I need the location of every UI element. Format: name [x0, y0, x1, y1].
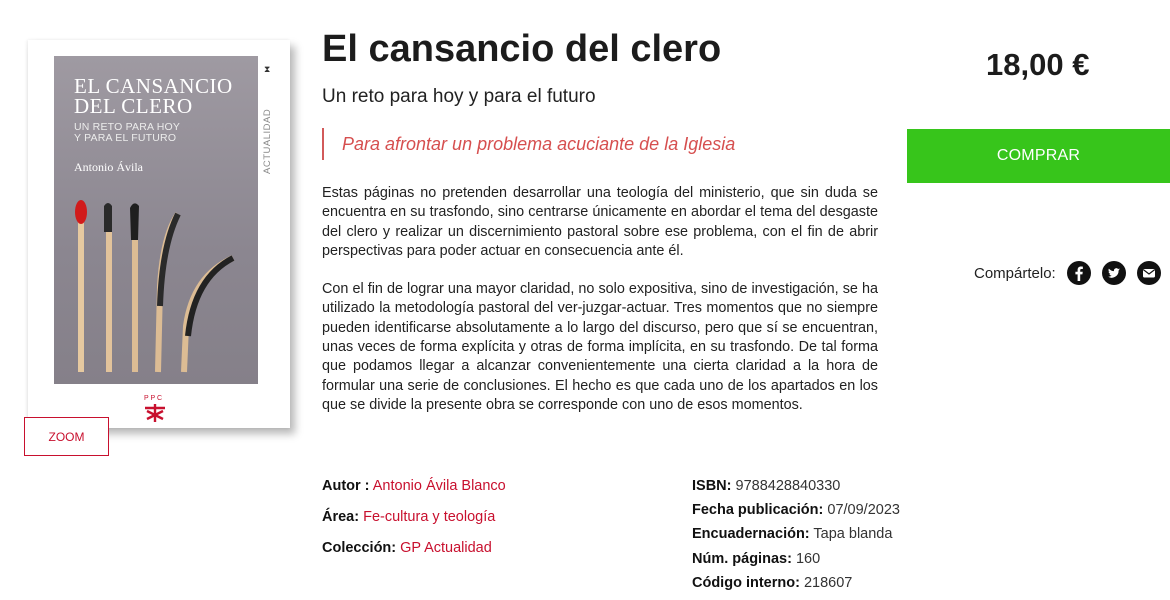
meta-label: Colección: — [322, 540, 397, 556]
meta-label: Núm. páginas: — [692, 550, 792, 567]
meta-pages — [692, 549, 952, 573]
tagline — [322, 128, 735, 160]
cover-author: Antonio Ávila — [74, 160, 143, 174]
description-paragraph: Estas páginas no pretenden desarrollar una teología del ministerio, que sin duda se encuentra en su trasfondo, sino centrarse únicamente en abordar el tema del desgaste del clero y realizar un discernimiento pastoral sobre ese problema, con el fin de abrir perspectivas para poder actuar en consecuencia ante él. — [322, 185, 878, 259]
collection-link[interactable]: GP Actualidad — [400, 540, 492, 556]
book-cover[interactable] — [28, 40, 290, 428]
zoom-button[interactable]: ZOOM — [24, 417, 109, 456]
meta-left — [322, 476, 662, 569]
meta-value: 07/09/2023 — [827, 502, 900, 519]
meta-internal-code — [692, 573, 952, 597]
cover-image — [54, 56, 258, 384]
meta-binding — [692, 524, 952, 548]
series-icon: ⧗ — [264, 64, 271, 74]
meta-label: Autor : — [322, 478, 370, 494]
cover-subtitle: UN RETO PARA HOY Y PARA EL FUTURO — [74, 121, 181, 144]
publisher-logo — [140, 392, 170, 424]
meta-label: Fecha publicación: — [692, 502, 824, 519]
meta-author — [322, 476, 662, 507]
meta-label: Encuadernación: — [692, 526, 810, 543]
share-bar — [974, 261, 1170, 285]
twitter-icon[interactable] — [1102, 261, 1126, 285]
page-title: El cansancio del clero — [322, 28, 722, 70]
meta-label: ISBN: — [692, 478, 732, 494]
meta-value: Tapa blanda — [813, 526, 893, 543]
tagline-text: Para afrontar un problema acuciante de la Iglesia — [342, 133, 736, 154]
cover-title: EL CANSANCIO DEL CLERO — [74, 74, 233, 118]
share-label: Compártelo: — [974, 264, 1056, 282]
book-subtitle: Un reto para hoy y para el futuro — [322, 86, 596, 107]
meta-value: 9788428840330 — [735, 478, 841, 494]
svg-text:P P C: P P C — [144, 395, 163, 402]
area-link[interactable]: Fe-cultura y teología — [363, 509, 496, 525]
author-link[interactable]: Antonio Ávila Blanco — [372, 478, 506, 494]
meta-isbn — [692, 476, 952, 500]
description-paragraph: Con el fin de lograr una mayor claridad, no solo expositiva, sino de investigación, se ha utilizado la metodología pastoral del ver-juzgar-actuar. Tres momentos que no siempre pueden identificarse absolutamente a lo largo del discurso, pero que sí se encuentran, unas veces de forma explícita y otras de forma implícita, en su trasfondo. De tal forma que podamos llegar a alcanzar convenientemente una cierta claridad a la hora de formular una serie de conclusiones. El hecho es que cada uno de los apartados en los que se divide la presente obra se corresponde con uno de esos momentos. — [322, 281, 878, 413]
facebook-icon[interactable] — [1067, 261, 1091, 285]
meta-right — [692, 476, 952, 597]
cover-series — [260, 64, 280, 194]
email-icon[interactable] — [1137, 261, 1161, 285]
meta-publication-date — [692, 500, 952, 524]
description — [322, 184, 878, 434]
cover-series-label: ACTUALIDAD — [262, 108, 273, 174]
meta-value: 218607 — [803, 574, 853, 591]
meta-area — [322, 507, 662, 538]
price: 18,00 € — [986, 47, 1090, 82]
meta-collection — [322, 538, 662, 569]
buy-button[interactable]: COMPRAR — [907, 129, 1170, 183]
matches-illustration — [68, 196, 248, 376]
meta-label: Código interno: — [692, 574, 800, 591]
meta-value: 160 — [795, 550, 821, 567]
meta-label: Área: — [322, 509, 360, 525]
